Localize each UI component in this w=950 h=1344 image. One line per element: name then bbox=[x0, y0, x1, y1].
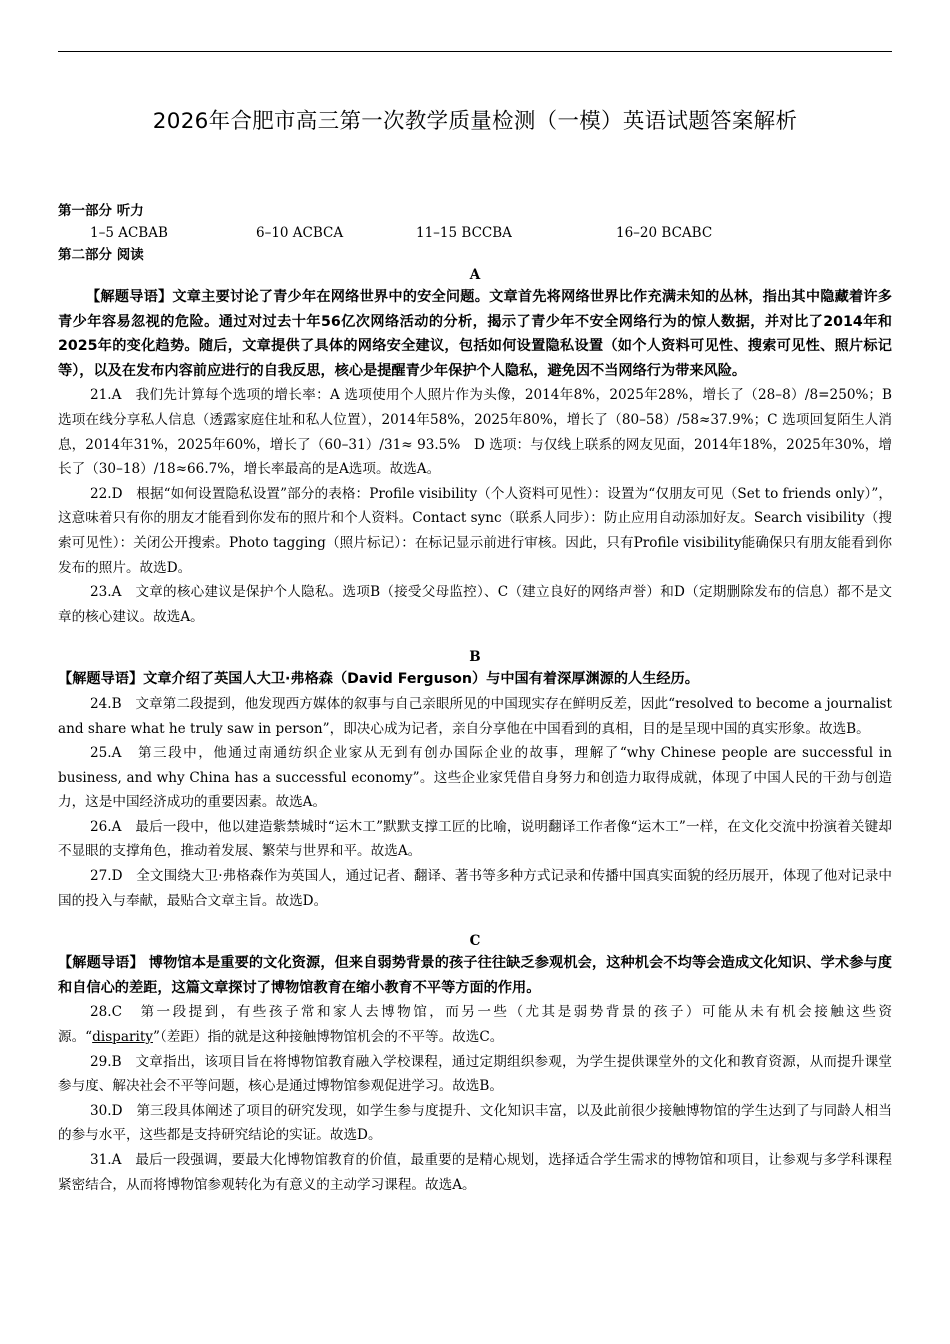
answer-group-1: 1–5 ACBAB bbox=[90, 225, 168, 241]
passage-a-letter: A bbox=[469, 267, 481, 283]
passage-b-guide: 【解题导语】文章介绍了英国人大卫·弗格森（David Ferguson）与中国有着深厚渊源的人生经历。 bbox=[58, 671, 699, 688]
passage-c-guide: 【解题导语】 博物馆本是重要的文化资源，但来自弱势背景的孩子往往缺乏参观机会，这种机会不均等会造成文化知识、学术参与度和自信心的差距，这篇文章探讨了博物馆教育在缩小教育不平等方面的作用。 bbox=[58, 955, 892, 996]
question-23-explanation: 23.A 文章的核心建议是保护个人隐私。选项B（接受父母监控）、C（建立良好的网络声誉）和D（定期删除发布的信息）都不是文章的核心建议。故选A。 bbox=[58, 584, 892, 625]
section-spacer bbox=[58, 913, 892, 931]
top-rule bbox=[58, 51, 892, 52]
question-27-explanation: 27.D 全文围绕大卫·弗格森作为英国人，通过记者、翻译、著书等多种方式记录和传播中国真实面貌的经历展开，体现了他对记录中国的投入与奉献，最贴合文章主旨。故选D。 bbox=[58, 868, 892, 909]
passage-c-letter: C bbox=[469, 933, 481, 950]
question-21-explanation: 21.A 我们先计算每个选项的增长率：A 选项使用个人照片作为头像，2014年8%，2025年28%，增长了（28–8）/8=250%；B 选项在线分享私人信息（透露家庭住址和私人位置），2014年58%，2025年80%，增长了（80–58）/58≈37.9%；C 选项回复陌生人消息，2014年31%，2025年60%，增长了（60–31）/31≈ 93.5% D 选项：与仅线上联系的网友见面，2014年18%，2025年30%，增长了（30–18）/18≈66.7%，增长率最高的是A选项。故选A。 bbox=[58, 387, 892, 478]
answer-group-3: 11–15 BCCBA bbox=[416, 225, 512, 241]
part-one-heading: 第一部分 听力 bbox=[58, 203, 144, 219]
answer-document bbox=[58, 104, 892, 1197]
question-22-explanation: 22.D 根据“如何设置隐私设置”部分的表格：Profile visibility（个人资料可见性）：设置为“仅朋友可见（Set to friends only）”，这意味着只有你的朋友才能看到你发布的照片和个人资料。Contact sync（联系人同步）：防止应用自动添加好友。Search visibility（搜索可见性）：关闭公开搜索。Photo tagging（照片标记）：在标记显示前进行审核。因此，只有Profile visibility能确保只有朋友能看到你发布的照片。故选D。 bbox=[58, 485, 892, 576]
q28-text-before: 28.C 第一段提到，有些孩子常和家人去博物馆，而另一些（尤其是弱势背景的孩子）可能从未有机会接触这些资源。“ bbox=[58, 1004, 892, 1046]
passage-c bbox=[58, 931, 892, 1197]
underlined-word-disparity: disparity bbox=[92, 1029, 153, 1046]
question-26-explanation: 26.A 最后一段中，他以建造紫禁城时“运木工”默默支撑工匠的比喻，说明翻译工作者像“运木工”一样，在文化交流中扮演着关键却不显眼的支撑角色，推动着发展、繁荣与世界和平。故选A。 bbox=[58, 818, 892, 860]
passage-b bbox=[58, 647, 892, 913]
answer-group-2: 6–10 ACBCA bbox=[256, 225, 344, 241]
question-24-explanation: 24.B 文章第二段提到，他发现西方媒体的叙事与自己亲眼所见的中国现实存在鲜明反差，因此“resolved to become a journalist and share what he truly saw in person”，即决心成为记者，亲自分享他在中国看到的真相，目的是呈现中国的真实形象。故选B。 bbox=[58, 695, 892, 737]
passage-a bbox=[58, 265, 892, 629]
passage-a-guide: 【解题导语】文章主要讨论了青少年在网络世界中的安全问题。文章首先将网络世界比作充满未知的丛林，指出其中隐藏着许多青少年容易忽视的危险。通过对过去十年56亿次网络活动的分析，揭示了青少年不安全网络行为的惊人数据，并对比了2014年和2025年的变化趋势。随后，文章提供了具体的网络安全建议，包括如何设置隐私设置（如个人资料可见性、搜索可见性、照片标记等），以及在发布内容前应进行的自我反思，核心是提醒青少年保护个人隐私，避免因不当网络行为带来风险。 bbox=[58, 289, 892, 379]
question-30-explanation: 30.D 第三段具体阐述了项目的研究发现，如学生参与度提升、文化知识丰富，以及此前很少接触博物馆的学生达到了与同龄人相当的参与水平，这些都是支持研究结论的实证。故选D。 bbox=[58, 1102, 892, 1144]
q28-text-after: ”（差距）指的就是这种接触博物馆机会的不平等。故选C。 bbox=[152, 1029, 504, 1046]
question-28-explanation bbox=[58, 1000, 892, 1049]
answer-group-4: 16–20 BCABC bbox=[616, 225, 713, 241]
question-31-explanation: 31.A 最后一段强调，要最大化博物馆教育的价值，最重要的是精心规划，选择适合学生需求的博物馆和项目，让参观与多学科课程紧密结合，从而将博物馆参观转化为有意义的主动学习课程。故选A。 bbox=[58, 1152, 892, 1193]
part-two-heading: 第二部分 阅读 bbox=[58, 247, 144, 263]
section-spacer bbox=[58, 629, 892, 647]
document-title: 2026年合肥市高三第一次教学质量检测（一模）英语试题答案解析 bbox=[152, 109, 798, 134]
question-29-explanation: 29.B 文章指出，该项目旨在将博物馆教育融入学校课程，通过定期组织参观，为学生提供课堂外的文化和教育资源，从而提升课堂参与度、解决社会不平等问题，核心是通过博物馆参观促进学习。故选B。 bbox=[58, 1053, 892, 1095]
question-25-explanation: 25.A 第三段中，他通过南通纺织企业家从无到有创办国际企业的故事，理解了“why Chinese people are successful in business, and why China has a successful economy”。这些企业家凭借自身努力和创造力取得成就，体现了中国人民的干劲与创造力，这是中国经济成功的重要因素。故选A。 bbox=[58, 745, 892, 811]
passage-b-letter: B bbox=[469, 649, 481, 666]
listening-answers bbox=[58, 221, 892, 245]
